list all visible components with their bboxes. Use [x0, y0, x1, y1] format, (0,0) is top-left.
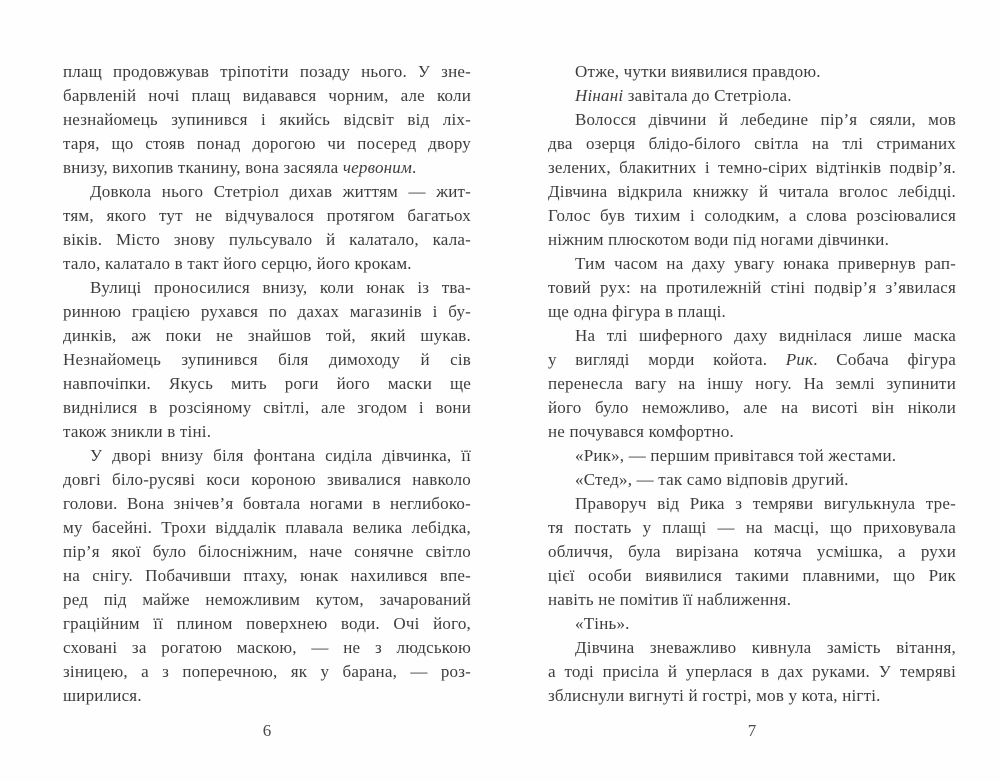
text-line: цієї особи виявилися такими плавними, що Рик — [548, 566, 956, 585]
text-line: Вулиці проносилися внизу, коли юнак із тва- — [90, 278, 471, 297]
text-line: зблиснули вигнуті й гострі, мов у кота, нігті. — [548, 686, 881, 705]
text-line: у вигляді морди койота. Рик. Собача фігура — [548, 350, 956, 369]
text-line: Тим часом на даху увагу юнака привернув рап- — [575, 254, 956, 273]
text-line: ширилися. — [63, 686, 142, 705]
text-line: Нінані завітала до Стетріола. — [575, 86, 792, 105]
text-line: Незнайомець зупинився біля димоходу й сів — [63, 350, 471, 369]
text-line: навіть не помітив її наближення. — [548, 590, 792, 609]
page-right — [548, 60, 956, 742]
text-line: обличчя, була вирізана котяча усмішка, а рухи — [548, 542, 956, 561]
text-line: виднілися в розсіяному світлі, але згодом і вони — [63, 398, 471, 417]
text-line: також зникли в тіні. — [63, 422, 212, 441]
text-line: Дівчина зневажливо кивнула замість вітання, — [575, 638, 956, 657]
text-line: ринною грацією рухався по дахах магазинів і бу- — [63, 302, 471, 321]
text-line: тало, калатало в такт його серцю, його крокам. — [63, 254, 412, 273]
text-line: його було неможливо, але на висоті він ніколи — [548, 398, 956, 417]
text-line: На тлі шиферного даху виднілася лише маска — [575, 326, 956, 345]
text-line: барвленій ночі плащ видавався чорним, але коли — [63, 86, 471, 105]
text-line: тям, якого тут не відчувалося протягом багатьох — [63, 206, 471, 225]
text-line: два озерця блідо-білого світла на тлі стриманих — [548, 134, 956, 153]
text-line: тя постать у плащі — на масці, що приховувала — [548, 518, 956, 537]
text-line: а тоді присіла й уперлася в дах руками. У темряві — [548, 662, 956, 681]
text-line: Довкола нього Стетріол дихав життям — жит- — [90, 182, 471, 201]
text-line: Голос був тихим і солодким, а слова розсіювалися — [548, 206, 956, 225]
page-left — [63, 60, 471, 742]
text-line: Дівчина відкрила книжку й читала вголос лебідці. — [548, 182, 956, 201]
text-line: Волосся дівчини й лебедине пір’я сяяли, мов — [575, 110, 956, 129]
text-line: зіницею, а з поперечною, як у барана, — роз- — [63, 662, 471, 681]
text-line: навпочіпки. Якусь мить роги його маски ще — [63, 374, 471, 393]
text-line: незнайомець зупинився і якийсь відсвіт від ліх- — [63, 110, 471, 129]
text-line: плащ продовжував тріпотіти позаду нього. У зне- — [63, 62, 471, 81]
page-text — [63, 60, 471, 708]
text-line: сховані за рогатою маскою, — не з людською — [63, 638, 471, 657]
text-line: пір’я якої було білосніжним, наче сонячне світло — [63, 542, 471, 561]
text-line: ред під майже неможливим кутом, зачарований — [63, 590, 471, 609]
text-line: голови. Вона знічев’я бовтала ногами в неглибоко- — [63, 494, 471, 513]
text-line: довгі біло-русяві коси короною звивалися навколо — [63, 470, 471, 489]
text-line: ще одна фігура в плащі. — [548, 302, 727, 321]
text-line: граційним її плином поверхнею води. Очі його, — [63, 614, 471, 633]
text-line: Праворуч від Рика з темряви вигулькнула тре- — [575, 494, 956, 513]
text-line: внизу, вихопив тканину, вона засяяла червоним. — [63, 158, 417, 177]
text-line: Отже, чутки виявилися правдою. — [575, 62, 821, 81]
text-line: перенесла вагу на іншу ногу. На землі зупинити — [548, 374, 956, 393]
text-line: таря, що стояв понад дорогою чи посеред двору — [63, 134, 471, 153]
text-line: на снігу. Побачивши птаху, юнак нахилився впе- — [63, 566, 471, 585]
text-line: товий рух: на протилежній стіні подвір’я з’явилася — [548, 278, 956, 297]
text-line: «Тінь». — [575, 614, 630, 633]
text-line: віків. Місто знову пульсувало й калатало, кала- — [63, 230, 471, 249]
text-line: У дворі внизу біля фонтана сиділа дівчинка, її — [90, 446, 471, 465]
text-line: динків, аж поки не знайшов той, який шукав. — [63, 326, 471, 345]
text-line: ніжним плюскотом води під ногами дівчинки. — [548, 230, 890, 249]
page-number: 7 — [747, 721, 757, 740]
text-line: не почувався комфортно. — [548, 422, 734, 441]
page-text — [548, 60, 956, 708]
text-line: «Стед», — так само відповів другий. — [575, 470, 849, 489]
text-line: зелених, блакитних і темно-сірих відтінків подвір’я. — [548, 158, 956, 177]
text-line: му басейні. Трохи віддалік плавала велика лебідка, — [63, 518, 471, 537]
page-number: 6 — [262, 721, 272, 740]
text-line: «Рик», — першим привітався той жестами. — [575, 446, 897, 465]
